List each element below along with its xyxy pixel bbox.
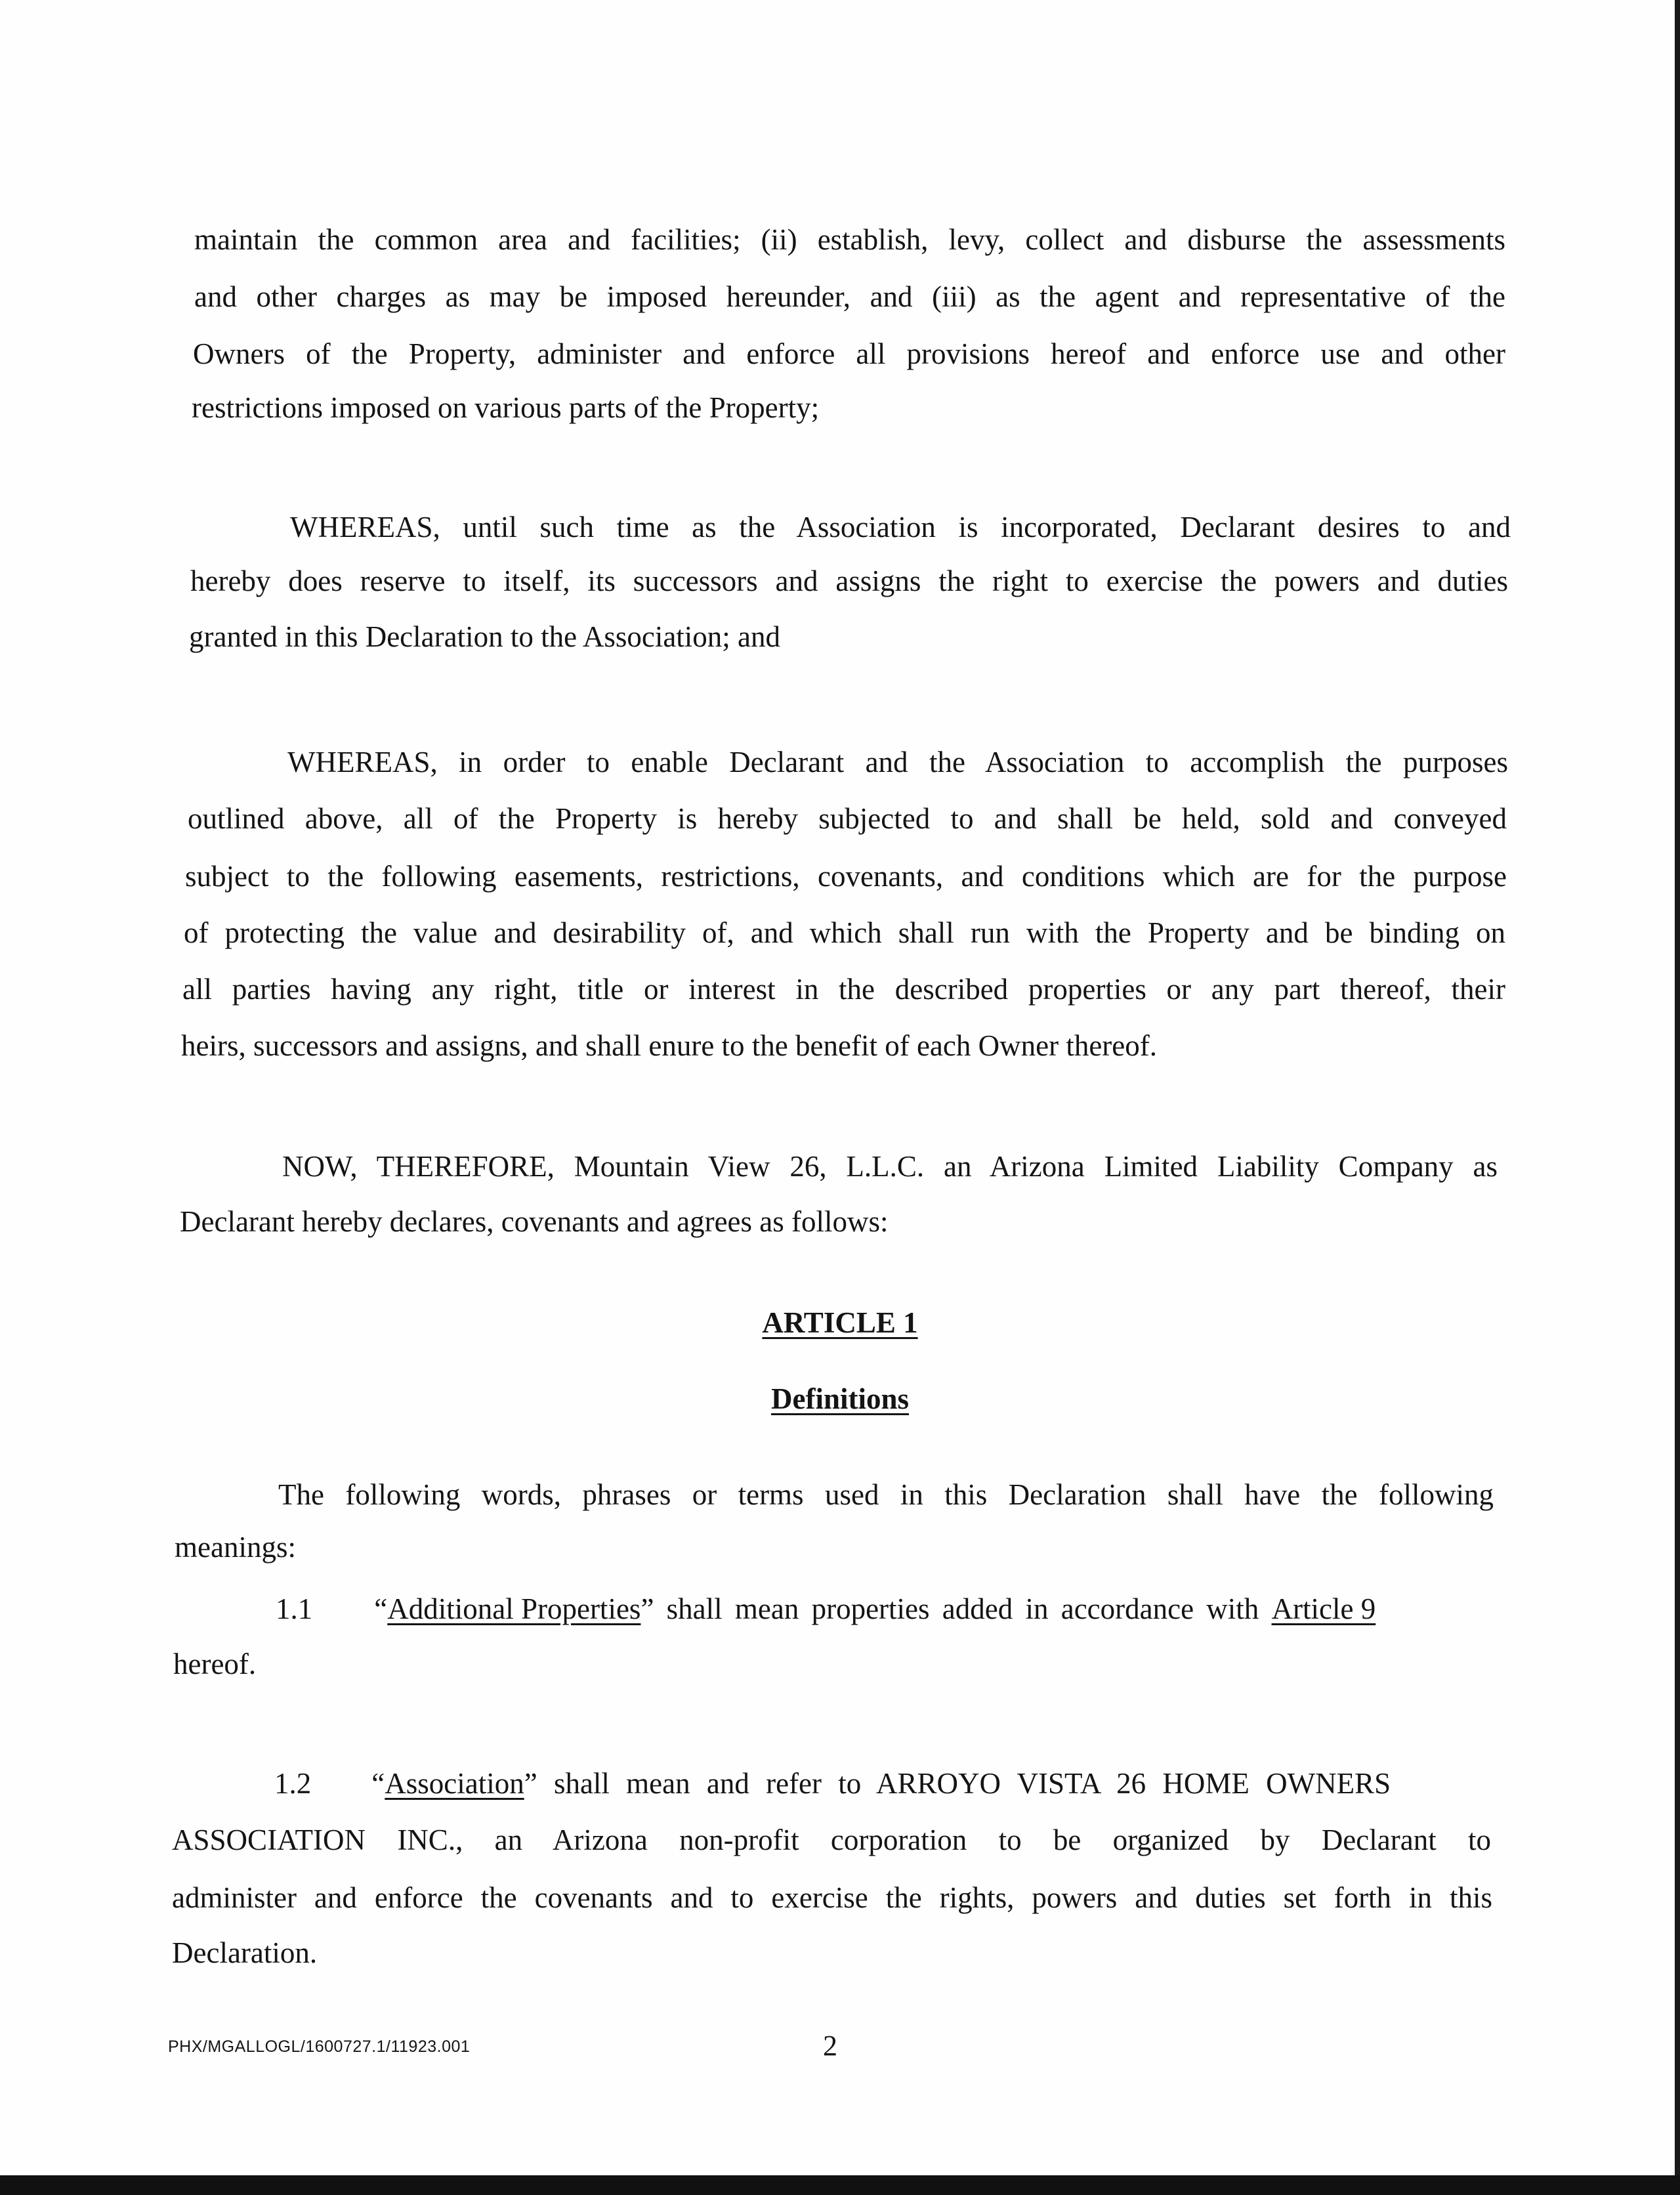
definition-1-2-line-1 [274,1766,1492,1801]
paragraph-1-line-4: restrictions imposed on various parts of the Property; [192,391,820,424]
paragraph-2-line-1: WHEREAS, until such time as the Association is incorporated, Declarant desires to and [290,511,1511,543]
definition-1-2-number: 1.2 [274,1767,312,1800]
definition-1-1-line-1 [276,1591,1494,1627]
paragraph-3-line-4: of protecting the value and desirability of, and which shall run with the Property and be binding on [184,916,1505,949]
definition-1-1-number: 1.1 [276,1592,313,1625]
definition-1-2-line-4: Declaration. [172,1936,318,1969]
definition-1-2-text: ” shall mean and refer to ARROYO VISTA 26 HOME OWNERS [524,1767,1391,1800]
definition-1-1-article-ref: Article 9 [1271,1592,1376,1625]
paragraph-3-line-3: subject to the following easements, restrictions, covenants, and conditions which are for the purpose [185,860,1507,893]
paragraph-1-line-3: Owners of the Property, administer and enforce all provisions hereof and enforce use and other [193,337,1505,370]
paragraph-2-line-3: granted in this Declaration to the Association; and [189,620,781,653]
paragraph-3-line-2: outlined above, all of the Property is hereby subjected to and shall be held, sold and conveyed [188,802,1507,835]
paragraph-4-line-1: NOW, THEREFORE, Mountain View 26, L.L.C. an Arizona Limited Liability Company as [282,1150,1498,1183]
paragraph-4-line-2: Declarant hereby declares, covenants and agrees as follows: [180,1205,889,1238]
paragraph-1-line-2: and other charges as may be imposed hereunder, and (iii) as the agent and representative of the [194,280,1505,313]
definition-1-1-text: ” shall mean properties added in accordance with [640,1592,1272,1625]
definitions-intro-line-2: meanings: [175,1531,296,1564]
paragraph-3-line-5: all parties having any right, title or interest in the described properties or any part thereof, their [182,973,1505,1006]
scan-edge-bottom [0,2175,1680,2195]
definition-1-2-line-3: administer and enforce the covenants and to exercise the rights, powers and duties set forth in this [172,1881,1492,1914]
article-subheading: Definitions [770,1382,909,1415]
paragraph-3-line-1: WHEREAS, in order to enable Declarant and the Association to accomplish the purposes [287,746,1508,778]
scan-edge-right [1675,0,1680,2195]
definition-1-2-term: Association [385,1767,524,1800]
definition-1-2-line-2: ASSOCIATION INC., an Arizona non-profit corporation to be organized by Declarant to [172,1823,1491,1856]
definition-1-2-open-quote: “ [371,1767,385,1800]
definitions-intro-line-1: The following words, phrases or terms used in this Declaration shall have the following [278,1478,1494,1511]
paragraph-3-line-6: heirs, successors and assigns, and shall enure to the benefit of each Owner thereof. [181,1029,1157,1062]
page-number: 2 [823,2030,837,2062]
document-code: PHX/MGALLOGL/1600727.1/11923.001 [168,2037,471,2056]
paragraph-1-line-1: maintain the common area and facilities; (ii) establish, levy, collect and disburse the assessments [194,223,1505,256]
definition-1-1-open-quote: “ [374,1592,388,1625]
definition-1-1-term: Additional Properties [387,1592,641,1625]
paragraph-2-line-2: hereby does reserve to itself, its successors and assigns the right to exercise the powers and duties [190,565,1508,597]
article-heading: ARTICLE 1 [762,1306,918,1339]
definition-1-1-line-2: hereof. [173,1648,257,1680]
